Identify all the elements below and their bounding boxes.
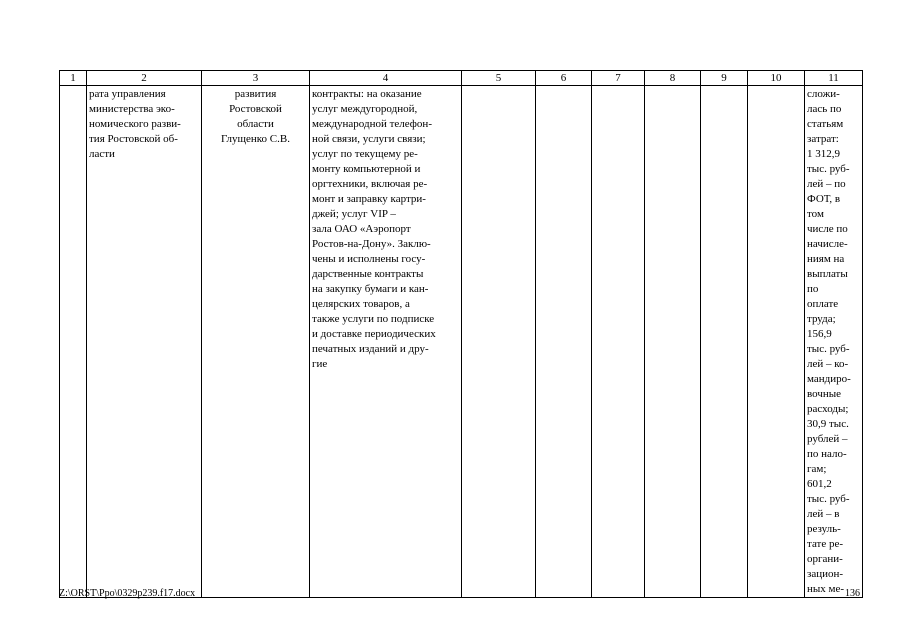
cell-text bbox=[647, 86, 698, 87]
table-cell bbox=[748, 86, 805, 598]
cell-text bbox=[62, 86, 84, 87]
table-cell bbox=[462, 86, 536, 598]
cell-text bbox=[538, 86, 589, 87]
column-number: 9 bbox=[701, 71, 748, 86]
column-number: 8 bbox=[645, 71, 701, 86]
cell-text bbox=[750, 86, 802, 87]
column-number: 5 bbox=[462, 71, 536, 86]
report-table bbox=[59, 70, 863, 598]
column-number: 10 bbox=[748, 71, 805, 86]
column-number: 2 bbox=[87, 71, 202, 86]
footer-file-path: Z:\ORST\Ppo\0329p239.f17.docx bbox=[59, 588, 196, 599]
column-number-row bbox=[60, 71, 863, 86]
column-number: 3 bbox=[202, 71, 310, 86]
cell-text: развития Ростовской области Глущенко С.В. bbox=[221, 88, 290, 145]
cell-text: контракты: на оказание услуг междугородной, международной телефон- ной связи, услуги связи; услуг по текущему ре- монту компьютерной и оргтехники, включая ре- монт и заправку картри- джей; услуг VIP – зала ОАО «Аэропорт Ростов-на-Дону». Заклю- чены и исполнены госу- дарственные контракты на закупку бумаги и кан- целярских товаров, а также услуги по подписке и доставке периодических печатных изданий и дру- гие bbox=[312, 88, 436, 370]
column-number: 4 bbox=[310, 71, 462, 86]
table-cell bbox=[202, 86, 310, 598]
page-number: 136 bbox=[845, 588, 860, 599]
table-cell bbox=[701, 86, 748, 598]
cell-text: сложи- лась по статьям затрат: 1 312,9 тыс. руб- лей – по ФОТ, в том числе по начисле- ниям на выплаты по оплате труда; 156,9 тыс. руб- лей – ко- мандиро- вочные расходы; 30,9 тыс. рублей – по нало- гам; 601,2 тыс. руб- лей – в резуль- тате ре- органи- зацион- ных ме- bbox=[807, 88, 851, 595]
table-cell bbox=[536, 86, 592, 598]
table-cell bbox=[805, 86, 863, 598]
cell-text bbox=[464, 86, 533, 87]
table-row bbox=[60, 86, 863, 598]
column-number: 6 bbox=[536, 71, 592, 86]
column-number: 7 bbox=[592, 71, 645, 86]
table-cell bbox=[592, 86, 645, 598]
table-cell bbox=[87, 86, 202, 598]
cell-text bbox=[703, 86, 745, 87]
cell-text: рата управления министерства эко- номического разви- тия Ростовской об- ласти bbox=[89, 88, 181, 160]
table-cell bbox=[310, 86, 462, 598]
column-number: 1 bbox=[60, 71, 87, 86]
cell-text bbox=[594, 86, 642, 87]
column-number: 11 bbox=[805, 71, 863, 86]
table-cell bbox=[645, 86, 701, 598]
table-cell bbox=[60, 86, 87, 598]
